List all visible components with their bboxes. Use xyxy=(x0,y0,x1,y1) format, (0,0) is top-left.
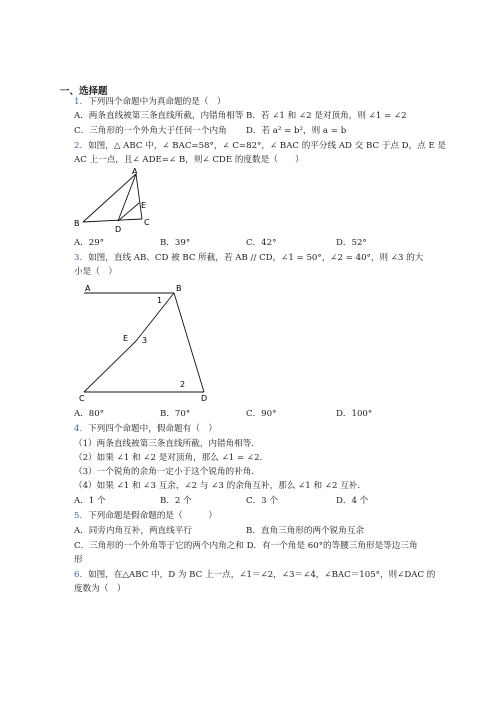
q3-stem-line1 xyxy=(74,252,423,264)
q3-option-d: D．100° xyxy=(336,409,373,419)
q4-item-3: （3）一个锐角的余角一定小于这个锐角的补角． xyxy=(74,467,260,477)
q2-stem-text: 如图，△ ABC 中，∠ BAC=58°，∠ C=82°，∠ BAC 的平分线 AD 交 BC 于点 D，点 E 是 xyxy=(88,141,447,151)
q2-label-a: A xyxy=(132,167,138,176)
q3-label-a: A xyxy=(85,284,91,293)
q2-option-d: D．52° xyxy=(336,238,367,248)
q1-option-c: C．三角形的一个外角大于任何一个内角 xyxy=(74,126,227,136)
q4-number: 4． xyxy=(74,424,89,434)
q3-option-c: C．90° xyxy=(246,409,277,419)
q3-label-b: B xyxy=(176,284,182,293)
q3-label-e: E xyxy=(123,334,129,343)
q6-stem-line2: 度数为（ ） xyxy=(74,584,126,594)
q4-option-d: D．4 个 xyxy=(336,496,369,506)
q2-stem-line2: AC 上一点，且∠ ADE=∠ B，则∠ CDE 的度数是（ ） xyxy=(74,155,304,165)
q5-stem xyxy=(74,510,217,522)
q4-option-c: C．3 个 xyxy=(246,496,278,506)
q3-angle-3: 3 xyxy=(142,336,148,345)
q3-label-c: C xyxy=(79,394,85,403)
q2-stem-line1 xyxy=(74,140,446,152)
q2-option-b: B．39° xyxy=(160,238,191,248)
q6-stem-line1 xyxy=(74,569,435,581)
q5-option-b: B．直角三角形的两个锐角互余 xyxy=(246,526,365,536)
q5-option-a: A．同旁内角互补，两直线平行 xyxy=(74,526,192,536)
q5-stem-text: 下列命题是假命题的是（ ） xyxy=(88,511,217,521)
q3-option-a: A．80° xyxy=(74,409,105,419)
q6-number: 6． xyxy=(74,570,89,580)
q2-label-e: E xyxy=(141,201,147,210)
q4-stem xyxy=(74,423,217,435)
q3-stem-line2: 小是（ ） xyxy=(74,267,117,277)
q3-stem-text: 如图，直线 AB、CD 被 BC 所截，若 AB // CD，∠1 = 50°，∠2 = 40°，则 ∠3 的大 xyxy=(88,253,424,263)
q3-angle-1: 1 xyxy=(157,296,163,305)
section-title: 一、选择题 xyxy=(60,86,108,97)
q2-option-c: C．42° xyxy=(246,238,277,248)
q4-option-a: A．1 个 xyxy=(74,496,106,506)
q6-stem-text: 如图，在△ABC 中，D 为 BC 上一点，∠1＝∠2，∠3＝∠4，∠BAC＝105°，则∠DAC 的 xyxy=(88,570,436,580)
q4-item-2: （2）如果 ∠1 和 ∠2 是对顶角，那么 ∠1 = ∠2． xyxy=(74,453,269,463)
q4-item-1: （1）两条直线被第三条直线所截，内错角相等． xyxy=(74,439,260,449)
q2-number: 2． xyxy=(74,141,89,151)
q1-number: 1． xyxy=(74,97,89,107)
q3-figure xyxy=(78,280,218,406)
q4-stem-text: 下列四个命题中，假命题有（ ） xyxy=(88,424,217,434)
q5-number: 5． xyxy=(74,511,89,521)
q3-option-b: B．70° xyxy=(160,409,191,419)
q1-option-b: B．若 ∠1 和 ∠2 是对顶角，则 ∠1 = ∠2 xyxy=(246,111,407,121)
q2-label-c: C xyxy=(144,218,150,227)
q4-option-b: B．2 个 xyxy=(160,496,192,506)
q5-option-c-cont: 形 xyxy=(74,555,83,565)
q1-stem-text: 下列四个命题中为真命题的是（ ） xyxy=(88,97,226,107)
q2-label-b: B xyxy=(74,219,80,228)
q1-option-d: D．若 a² = b²，则 a = b xyxy=(246,126,347,136)
q2-label-d: D xyxy=(115,225,122,234)
q1-option-a: A．两条直线被第三条直线所截，内错角相等 xyxy=(74,111,244,121)
q3-label-d: D xyxy=(201,394,208,403)
q1-stem xyxy=(74,96,226,108)
q5-option-c: C．三角形的一个外角等于它的两个内角之和 D．有一个角是 60°的等腰三角形是等边三角 xyxy=(74,541,418,551)
q4-item-4: （4）如果 ∠1 和 ∠3 互余，∠2 与 ∠3 的余角互补，那么 ∠1 和 ∠2 互补． xyxy=(74,481,366,491)
q2-option-a: A．29° xyxy=(74,238,105,248)
q3-angle-2: 2 xyxy=(180,380,186,389)
q3-number: 3． xyxy=(74,253,89,263)
q2-figure xyxy=(70,166,160,236)
